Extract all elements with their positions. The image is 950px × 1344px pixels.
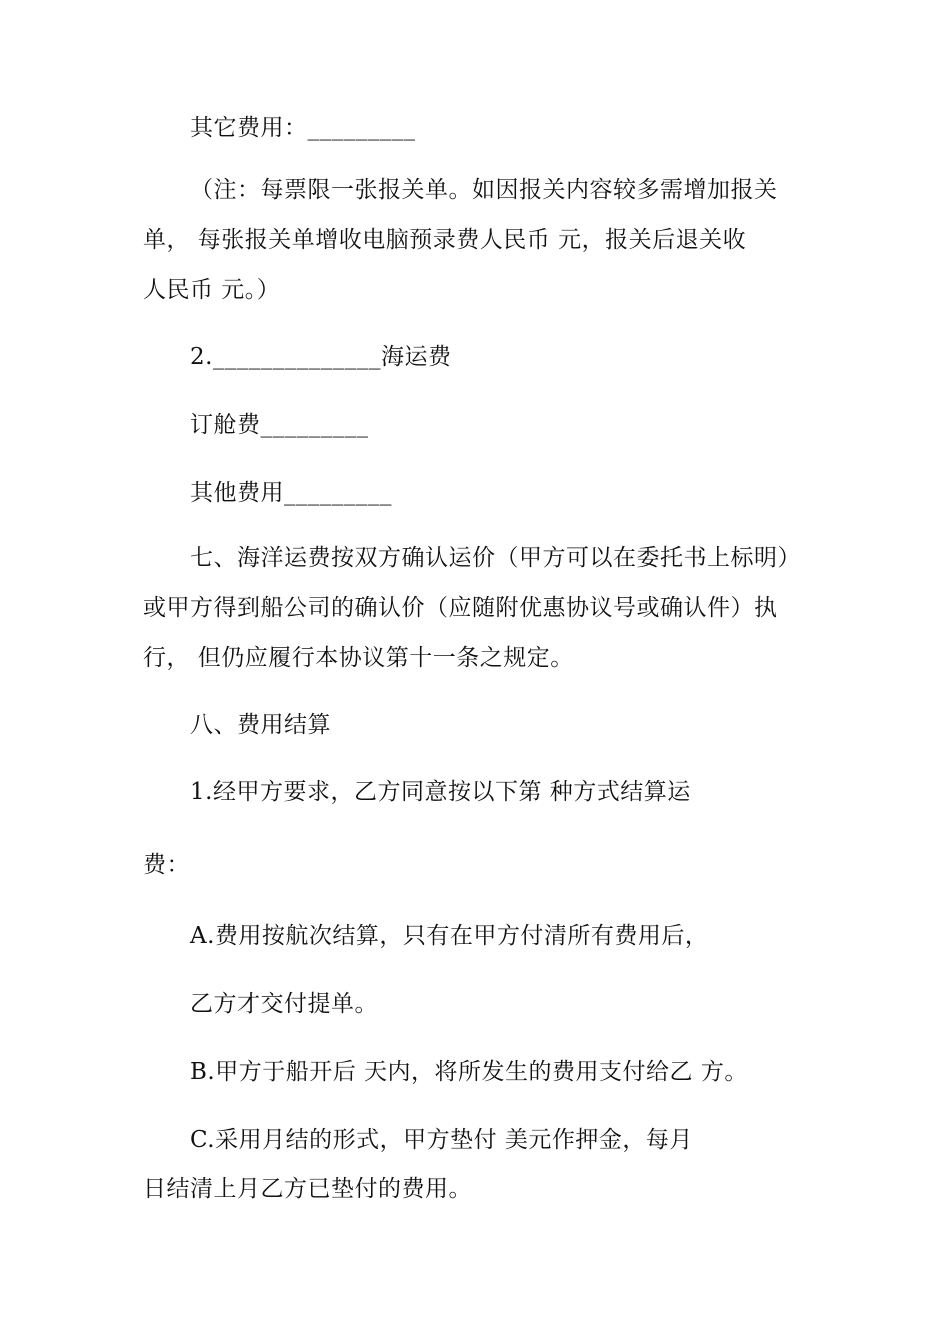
section-eight-heading: 八、费用结算 xyxy=(190,712,331,738)
option-a-line-1: A.费用按航次结算，只有在甲方付清所有费用后， xyxy=(190,923,709,949)
option-c-line-1: C.采用月结的形式，甲方垫付 美元作押金，每月 xyxy=(190,1127,693,1153)
clause-seven-line-1: 七、海洋运费按双方确认运价（甲方可以在委托书上标明） xyxy=(190,545,801,571)
note-line-3: 人民币 元。） xyxy=(143,277,281,303)
option-c-line-2: 日结清上月乙方已垫付的费用。 xyxy=(143,1176,472,1202)
clause-seven-line-2: 或甲方得到船公司的确认价（应随附优惠协议号或确认件）执 xyxy=(143,595,778,621)
settlement-item-1-cont: 费： xyxy=(143,852,190,878)
ocean-freight-line: 2.______________海运费 xyxy=(190,344,452,370)
settlement-item-1: 1.经甲方要求，乙方同意按以下第 种方式结算运 xyxy=(190,779,691,805)
booking-fee-line: 订舱费_________ xyxy=(190,412,369,438)
option-a-line-2: 乙方才交付提单。 xyxy=(190,991,378,1017)
note-line-2: 单， 每张报关单增收电脑预录费人民币 元，报关后退关收 xyxy=(143,227,747,253)
note-line-1: （注：每票限一张报关单。如因报关内容较多需增加报关 xyxy=(190,177,778,203)
clause-seven-line-3: 行， 但仍应履行本协议第十一条之规定。 xyxy=(143,645,574,671)
other-fees-line: 其它费用：_________ xyxy=(190,115,416,141)
other-charges-line: 其他费用_________ xyxy=(190,480,392,506)
option-b-line: B.甲方于船开后 天内，将所发生的费用支付给乙 方。 xyxy=(190,1059,748,1085)
